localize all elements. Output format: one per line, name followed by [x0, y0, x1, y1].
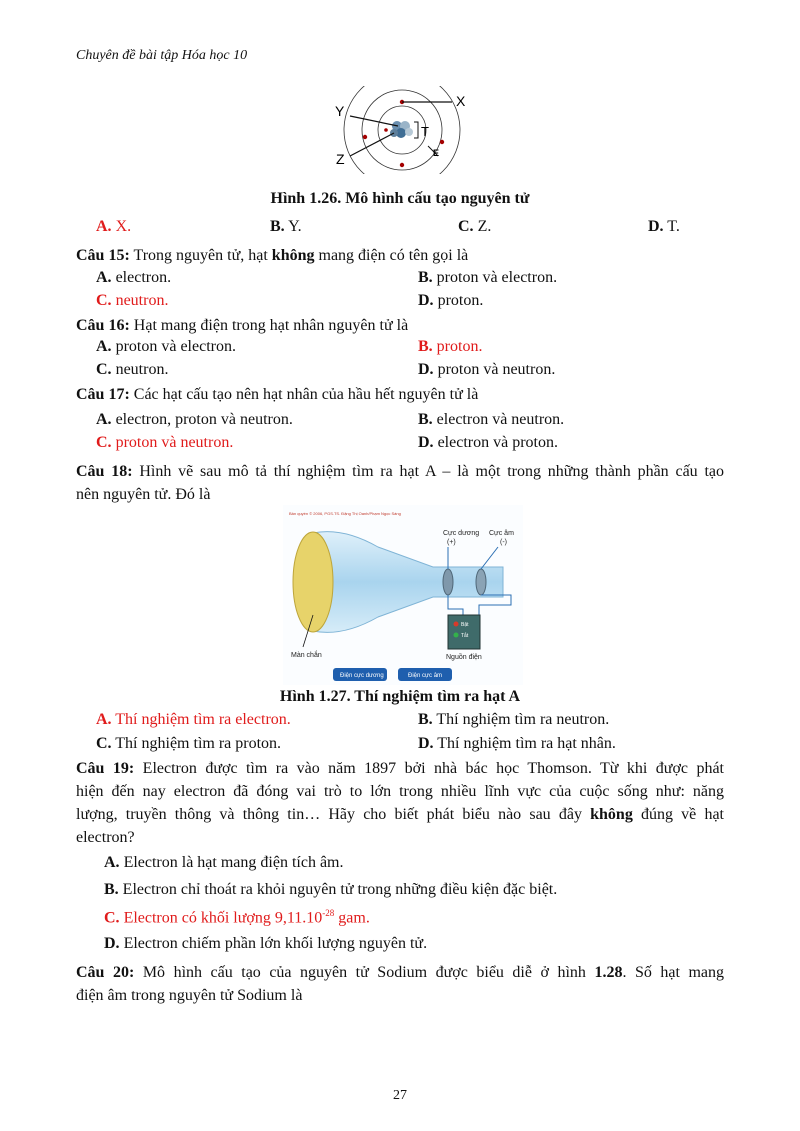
q17-option-a: A. electron, proton và neutron. — [96, 411, 293, 428]
q19-option-d: D. Electron chiếm phần lớn khối lượng nguyên tử. — [104, 935, 428, 952]
cathode-ray-figure — [283, 505, 523, 685]
anode-sign: (+) — [447, 539, 456, 546]
q20-stem-line-2: điện âm trong nguyên tử Sodium là — [76, 987, 303, 1004]
q18-stem-line-2: nên nguyên tử. Đó là — [76, 486, 211, 503]
cathode-button-label: Điện cực âm — [408, 673, 443, 679]
figure-caption-126: Hình 1.26. Mô hình cấu tạo nguyên tử — [270, 190, 530, 207]
pointer-line-y — [350, 116, 398, 126]
q15-option-d: D. proton. — [418, 292, 484, 309]
q14-option-c: C. Z. — [458, 218, 492, 235]
power-label: Nguồn điện — [446, 654, 482, 661]
anode-label: Cực dương — [443, 530, 480, 537]
cathode-label: Cực âm — [489, 530, 514, 537]
q18-option-c: C. Thí nghiệm tìm ra proton. — [96, 735, 282, 752]
q15-option-b: B. proton và electron. — [418, 269, 558, 286]
power-off-label: Tắt — [461, 633, 469, 639]
nucleus — [390, 121, 413, 138]
bracket-t — [414, 122, 418, 138]
q19-option-c: C. Electron có khối lượng $9,11.10^{-28}$ gam. — [104, 908, 370, 927]
q17-option-d: D. electron và proton. — [418, 434, 558, 451]
q16-option-d: D. proton và neutron. — [418, 361, 556, 378]
q18-option-a: A. Thí nghiệm tìm ra electron. — [96, 711, 291, 728]
power-supply — [448, 615, 480, 649]
label-y: Y — [335, 103, 345, 119]
cathode-electrode — [476, 569, 486, 595]
label-t: T — [421, 124, 429, 139]
q19-option-b: B. Electron chỉ thoát ra khỏi nguyên tử trong những điều kiện đặc biệt. — [104, 881, 558, 898]
cathode-sign: (-) — [500, 539, 507, 546]
q18-option-b: B. Thí nghiệm tìm ra neutron. — [418, 711, 610, 728]
electron-dot — [440, 140, 444, 144]
electron-dot — [400, 163, 404, 167]
q17-option-c: C. proton và neutron. — [96, 434, 234, 451]
page-number: 27 — [393, 1088, 407, 1103]
electron-dot — [363, 135, 367, 139]
label-e: E — [433, 148, 440, 158]
q18-stem-line-1: Câu 18: Hình vẽ sau mô tả thí nghiệm tìm ra hạt A – là một trong những thành phần cấu tạo — [76, 463, 725, 480]
power-on-label: Bật — [461, 622, 469, 628]
copyright-note: Bản quyền © 2006, PGS.TS. Đặng Thị Oanh/Phạm Ngọc Sáng — [289, 511, 401, 516]
power-on-lamp — [454, 622, 459, 627]
anode-electrode — [443, 569, 453, 595]
q18-option-d: D. Thí nghiệm tìm ra hạt nhân. — [418, 735, 616, 752]
q19-option-a: A. Electron là hạt mang điện tích âm. — [104, 854, 344, 871]
q19-stem-line-2: hiện đến nay electron đã đóng vai trò to lớn trong nhiều lĩnh vực của cuộc sống như: năng — [76, 783, 724, 800]
power-off-lamp — [454, 633, 459, 638]
q15-stem: Câu 15: Trong nguyên tử, hạt không mang điện có tên gọi là — [76, 247, 469, 264]
figure-caption-127: Hình 1.27. Thí nghiệm tìm ra hạt A — [279, 688, 521, 705]
q14-option-a: A. X. — [96, 218, 132, 235]
q17-option-b: B. electron và neutron. — [418, 411, 565, 428]
q15-option-c: C. neutron. — [96, 292, 169, 309]
q19-stem-line-1: Câu 19: Electron được tìm ra vào năm 1897 bởi nhà bác học Thomson. Từ khi được phát — [76, 760, 725, 777]
atom-model-figure — [330, 86, 480, 174]
screen-label: Màn chắn — [291, 652, 322, 659]
anode-button-label: Điện cực dương — [340, 673, 384, 679]
q20-stem-line-1: Câu 20: Mô hình cấu tạo của nguyên tử Sodium được biểu diễ ở hình 1.28. Số hạt mang — [76, 964, 725, 981]
q19-stem-line-3: lượng, truyền thông và thông tin… Hãy cho biết phát biểu nào sau đây không đúng về hạt — [76, 806, 724, 823]
q16-option-a: A. proton và electron. — [96, 338, 236, 355]
electron-dot — [384, 128, 388, 132]
fluorescent-screen — [293, 532, 333, 632]
q17-stem: Câu 17: Các hạt cấu tạo nên hạt nhân của hầu hết nguyên tử là — [76, 386, 479, 403]
label-z: Z — [336, 151, 345, 167]
q14-option-b: B. Y. — [270, 218, 302, 235]
q14-option-d: D. T. — [648, 218, 680, 235]
pointer-line-z — [350, 133, 394, 156]
label-x: X — [456, 93, 466, 109]
q15-option-a: A. electron. — [96, 269, 172, 286]
q19-stem-line-4: electron? — [76, 829, 135, 846]
running-header: Chuyên đề bài tập Hóa học 10 — [76, 48, 248, 63]
q16-stem: Câu 16: Hạt mang điện trong hạt nhân nguyên tử là — [76, 317, 409, 334]
q16-option-b: B. proton. — [418, 338, 483, 355]
q16-option-c: C. neutron. — [96, 361, 169, 378]
